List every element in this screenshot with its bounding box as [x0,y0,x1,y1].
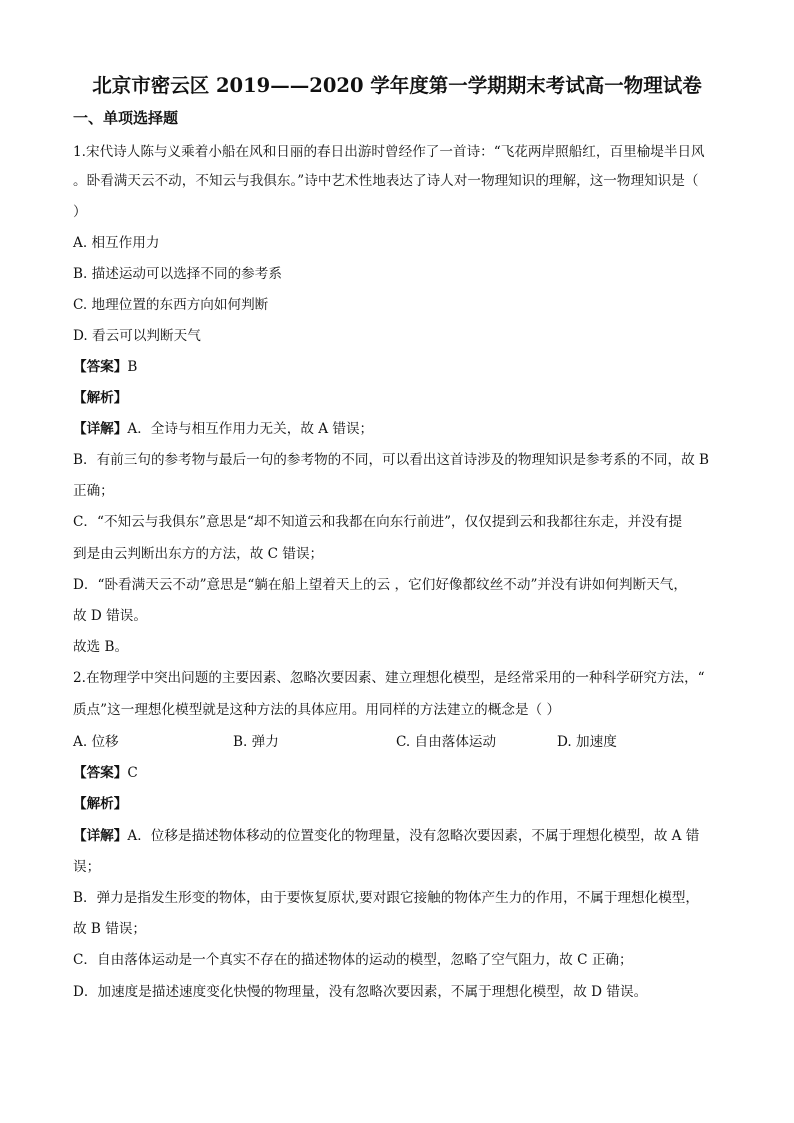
q1-detail-b-line-1: B．有前三句的参考物与最后一句的参考物的不同，可以看出这首诗涉及的物理知识是参考系的不同，故 B [73,452,710,468]
q1-analysis-label: 【解析】 [73,390,128,406]
q2-detail-b-line-1: B．弹力是指发生形变的物体，由于要恢复原状,要对跟它接触的物体产生力的作用，不属于理想化模型， [73,890,700,906]
q1-answer-value: B [127,359,138,375]
page-title: 北京市密云区 2019——2020 学年度第一学期期末考试高一物理试卷 [92,74,702,97]
q1-detail-a-text: A．全诗与相互作用力无关，故 A 错误； [127,421,374,437]
q2-option-d: D. 加速度 [557,734,617,750]
q1-stem-line-2: 。卧看满天云不动，不知云与我俱东。”诗中艺术性地表达了诗人对一物理知识的理解，这一物理知识是（ [73,173,699,189]
q1-answer-label: 【答案】 [73,359,128,375]
q2-detail-b-line-2: 故 B 错误； [73,921,147,937]
q1-detail-a [73,420,373,438]
q1-option-b: B. 描述运动可以选择不同的参考系 [73,266,282,282]
q1-stem-line-3: ） [73,204,87,220]
q2-answer-value: C [127,765,138,781]
q1-detail-c-line-2: 到是由云判断出东方的方法，故 C 错误； [73,546,324,562]
q1-conclusion: 故选 B。 [73,639,129,655]
q2-option-a: A. 位移 [73,734,119,750]
q1-stem-line-1: 1.宋代诗人陈与义乘着小船在风和日丽的春日出游时曾经作了一首诗：“飞花两岸照船红，百里榆堤半日风 [73,144,705,160]
q2-detail-a-line-2: 误； [73,859,101,875]
q1-option-c: C. 地理位置的东西方向如何判断 [73,297,269,313]
q1-detail-b-line-2: 正确； [73,483,114,499]
q2-answer [73,764,138,782]
q1-detail-d-line-1: D．“卧看满天云不动”意思是“躺在船上望着天上的云 ，它们好像都纹丝不动”并没有讲如何判断天气， [73,577,687,593]
q2-option-b: B. 弹力 [233,734,279,750]
q1-detail-label: 【详解】 [73,421,128,437]
q2-option-c: C. 自由落体运动 [396,734,497,750]
q2-analysis [73,795,127,813]
section-heading: 一、单项选择题 [73,109,179,127]
q2-detail-a-text: A．位移是描述物体移动的位置变化的物理量，没有忽略次要因素，不属于理想化模型，故 A 错 [127,828,700,844]
q1-analysis [73,389,127,407]
q1-detail-d-line-2: 故 D 错误。 [73,608,147,624]
q2-detail-d: D．加速度是描述速度变化快慢的物理量，没有忽略次要因素，不属于理想化模型，故 D 错误。 [73,984,648,1000]
q2-stem-line-2: 质点”这一理想化模型就是这种方法的具体应用。用同样的方法建立的概念是（ ） [73,702,561,718]
q2-analysis-label: 【解析】 [73,796,128,812]
q1-option-d: D. 看云可以判断天气 [73,328,201,344]
q2-detail-a-line-1 [73,827,699,845]
q1-answer [73,358,137,376]
q2-detail-label: 【详解】 [73,828,128,844]
q2-answer-label: 【答案】 [73,765,128,781]
q1-option-a: A. 相互作用力 [73,235,160,251]
q1-detail-c-line-1: C．“不知云与我俱东”意思是“却不知道云和我都在向东行前进”，仅仅提到云和我都往东走，并没有提 [73,514,683,530]
q2-detail-c: C．自由落体运动是一个真实不存在的描述物体的运动的模型，忽略了空气阻力，故 C 正确； [73,952,633,968]
q2-stem-line-1: 2.在物理学中突出问题的主要因素、忽略次要因素、建立理想化模型，是经常采用的一种科学研究方法，“ [73,670,705,686]
